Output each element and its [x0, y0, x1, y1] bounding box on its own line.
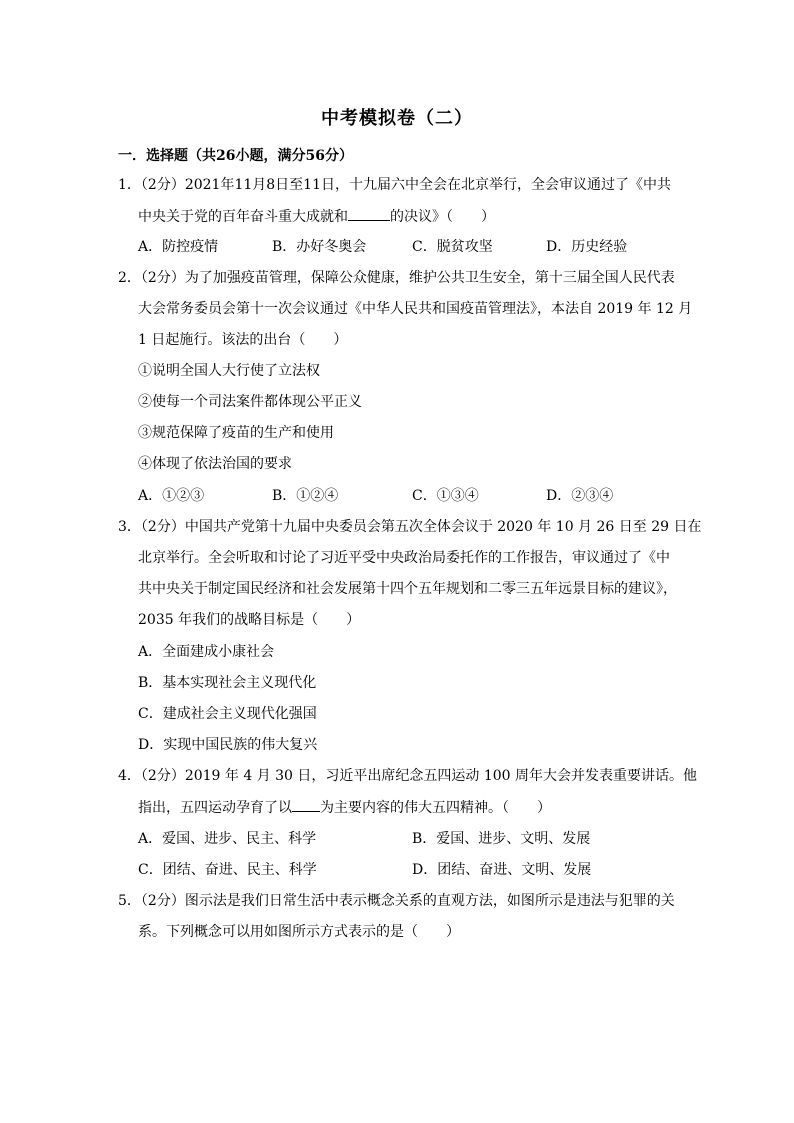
q4-line-2: [138, 797, 551, 818]
answer-blank: [292, 797, 320, 812]
q1-option-d: D．历史经验: [546, 239, 628, 255]
q5-line-2: 系。下列概念可以用如图所示方式表示的是（ ）: [138, 924, 460, 940]
q3-option-a: A．全面建成小康社会: [138, 644, 275, 660]
q2-item-3: ③规范保障了疫苗的生产和使用: [138, 425, 334, 441]
q5-line-1: 5．（2分）图示法是我们日常生活中表示概念关系的直观方法，如图所示是违法与犯罪的关: [118, 893, 675, 909]
answer-blank: [348, 206, 390, 221]
q4-line-1: 4．（2分）2019 年 4 月 30 日，习近平出席纪念五四运动 100 周年大会并发表重要讲话。他: [118, 768, 698, 784]
q3-line-1: 3．（2分）中国共产党第十九届中央委员会第五次全体会议于 2020 年 10 月 26 日至 29 日在: [118, 519, 702, 535]
q4-line-2-end: 为主要内容的伟大五四精神。（ ）: [320, 800, 551, 816]
q4-option-d: D．团结、奋进、文明、发展: [412, 862, 592, 878]
q1-option-c: C．脱贫攻坚: [412, 239, 493, 255]
q2-option-a: A．①②③: [138, 488, 205, 504]
q1-line-2: [138, 206, 495, 227]
q3-option-b: B．基本实现社会主义现代化: [138, 675, 317, 691]
q2-option-b: B．①②④: [272, 488, 339, 504]
q3-line-4: 2035 年我们的战略目标是（ ）: [138, 612, 361, 628]
q1-line-1: 1．（2分）2021年11月8日至11日，十九届六中全会在北京举行，全会审议通过了《中共: [118, 177, 671, 193]
q2-item-2: ②使每一个司法案件都体现公平正义: [138, 394, 362, 410]
q2-line-3: 1 日起施行。该法的出台（ ）: [138, 332, 348, 348]
q1-line-2-end: 的决议》（ ）: [390, 209, 495, 225]
q2-line-2: 大会常务委员会第十一次会议通过《中华人民共和国疫苗管理法》，本法自 2019 年 12 月: [138, 301, 693, 317]
q4-option-b: B．爱国、进步、文明、发展: [412, 831, 591, 847]
q3-line-2: 北京举行。全会听取和讨论了习近平受中央政治局委托作的工作报告，审议通过了《中: [138, 550, 670, 566]
q3-line-3: 共中央关于制定国民经济和社会发展第十四个五年规划和二零三五年远景目标的建议》，: [138, 581, 677, 597]
q1-option-b: B．办好冬奥会: [272, 239, 367, 255]
q2-option-c: C．①③④: [412, 488, 479, 504]
q4-option-a: A．爱国、进步、民主、科学: [138, 831, 317, 847]
q2-option-d: D．②③④: [546, 488, 614, 504]
q2-item-4: ④体现了依法治国的要求: [138, 456, 292, 472]
section-heading: 一．选择题（共26小题，满分56分）: [118, 148, 353, 164]
q1-line-2-start: 中央关于党的百年奋斗重大成就和: [138, 209, 348, 225]
q4-option-c: C．团结、奋进、民主、科学: [138, 862, 317, 878]
q1-option-a: A．防控疫情: [138, 239, 219, 255]
q3-option-d: D．实现中国民族的伟大复兴: [138, 737, 318, 753]
page-title: 中考模拟卷（二）: [321, 108, 473, 129]
q4-line-2-start: 指出，五四运动孕育了以: [138, 800, 292, 816]
q2-line-1: 2．（2分）为了加强疫苗管理，保障公众健康，维护公共卫生安全，第十三届全国人民代表: [118, 270, 675, 286]
q2-item-1: ①说明全国人大行使了立法权: [138, 363, 320, 379]
q3-option-c: C．建成社会主义现代化强国: [138, 706, 317, 722]
